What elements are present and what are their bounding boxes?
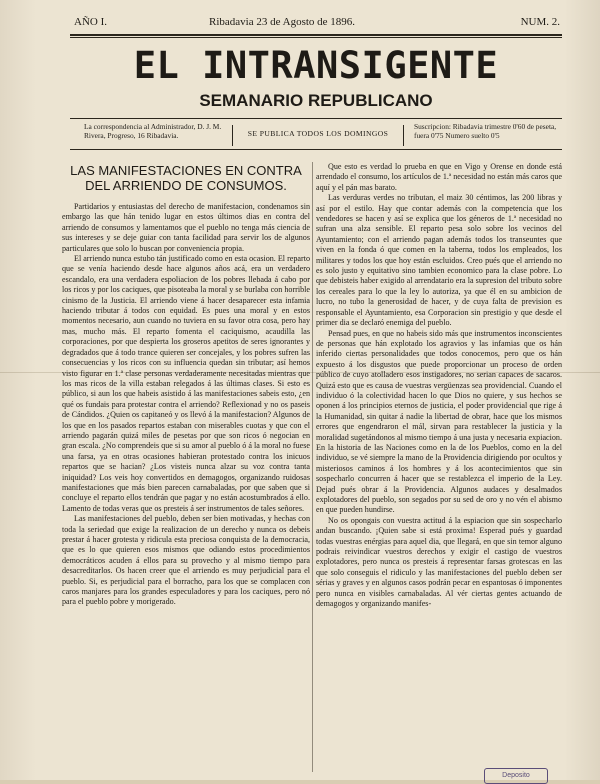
- newspaper-title: EL INTRANSIGENTE: [133, 44, 499, 87]
- subscription-rates: Suscripcion: Ribadavia trimestre 0'60 de peseta, fuera 0'75 Numero suelto 0'5: [414, 122, 557, 140]
- article-paragraph: No os opongais con vuestra actitud á la espiacion que sin sospecharlo andan buscando. ¡Quien sabe si está proxima! Esperad pués y guardad todas vuestras enérgias para aquel dia, que llegará, en que sin temor alguno podrais reivindicar vuestros derechos y exigir el castigo de vuestros explotadores, pero nunca os presteis á representar farsas grotescas en las que solo conseguis el ridiculo y las manifestaciones del pueblo deben ser sérias y graves y en algunos casos podrán pecar en espantosas ó imponentes pero nunca en visibles carnabaladas. Al vér ciertas gentes actuando de demagogos y organizando manifes-: [316, 515, 562, 609]
- article-paragraph: Pensad pues, en que no habeis sido más que instrumentos inconscientes de personas que hán explotado los agravios y las infamias que os hán inferido ciertas personalidades que todos conocemos, pero que os hán expuesto á los disgustos que puede proporcionar un proceso de orden público de cuyo atolladero esos instigadores, no serian capaces de sacaros. Quizá esto que es causa de vuestras vergüenzas sea providencial. Cuando el individuo ó la colectividad hacen lo que Dios no quiere, y sus hechos se oponen á los principios eternos de justicia, el poder providencial que rige á la Humanidad, sin quitar á nadie la libertad de obrar, hace que los mismos errores que engendraron el mál, sirvan para restablecer la justicia y la moralidad sugetándonos al mismo tiempo á una justa y necesaria expiacion. En la historia de las Naciones como en la de los Pueblos, como en la del individuo, se vé siempre la mano de la Providencia dirigiendo por ocultos y misteriosos caminos á los hombres y á los acontecimientos que sin sospecharlo concurren á hacer que se restablezca el imperio de la Ley. Dejad pués obrar á la Providencia. Algunos audaces y desalmados explotadores del pueblo, son segados por su sed de oro y no vén el abismo en que pueden hundirse.: [316, 328, 562, 515]
- column-divider: [312, 162, 313, 772]
- article-paragraph: Las verduras verdes no tributan, el maiz 30 céntimos, las 200 libras y así por el estilo. Hay que contar además con la competencia que los vendedores se hacen y así se explica que los géneros de 1.ª necesidad no sufran una alza sensible. El reparto pesa solo sobre los vecinos del Ayuntamiento; con el arriendo pagan además todos los transeuntes que viven en la fonda ó que comen en la taberna, todos los empleados, los militares y todos los que hoy están escluidos. Creo pués que el arriendo no es solo justo y equitativo sino tambien economico para la clase pobre. Lo que debisteis haber exigido al arrendatario era la supresion del tributo sobre los cereales para lo que la ley lo autoriza, ya que él en su ambicion de lucro, no tubo la generosidad de hacer, y de cuya falta de prevision es responsable el Ayuntamiento, esa Corporacion sin prestigio y que desde el primer dia se declaró enemiga del pueblo.: [316, 193, 562, 328]
- issue-year: AÑO I.: [74, 16, 107, 28]
- dateline: [74, 12, 560, 34]
- article-headline: LAS MANIFESTACIONES EN CONTRA DEL ARRIENDO DE CONSUMOS.: [70, 163, 302, 193]
- top-rule-thin: [70, 37, 562, 38]
- article-paragraph: Partidarios y entusiastas del derecho de manifestacion, condenamos sin embargo las que hán tenido lugar en estos últimos dias en contra del arriendo de consumos y lamentamos que el pueblo no tenga más ciencia de sus intereses y se deje guiar con tanta facilidad para servir los de algunos particulares que solo lo buscan por conveniencia propia.: [62, 202, 310, 253]
- article-paragraph: Las manifestaciones del pueblo, deben ser bien motivadas, y hechas con toda la seriedad que exige la realizacion de un derecho y nunca os debeis prestar á hacer grotesta y ridicula esta preciosa conquista de la democracia, que es lo que quieren esos mismos que odiando estos procedimientos democráticos acuden á ellos para su provecho y al mismo tiempo para desacreditarlos. Os hacen creer que el arriendo es muy perjudicial para el pueblo. Si, es perjudicial para el borracho, para los que se complacen con caros manjares para los grandes especuladores y para los caciques, pero nó para el pueblo pobre y morigerado.: [62, 514, 310, 607]
- article-column-2: [316, 162, 562, 772]
- info-bar: [70, 118, 562, 150]
- newspaper-subtitle: SEMANARIO REPUBLICANO: [199, 91, 433, 110]
- correspondence-note: La correspondencia al Administrador, D. J. M. Rivera, Progreso, 16 Ribadavia.: [84, 122, 222, 140]
- article-paragraph: Que esto es verdad lo prueba en que en Vigo y Orense en donde está arrendado el consumo, los artículos de 1.ª necesidad no están más caros que aquí y el pán mas barato.: [316, 162, 562, 192]
- publication-schedule: SE PUBLICA TODOS LOS DOMINGOS: [232, 125, 404, 146]
- article-column-1: [62, 162, 310, 772]
- article-paragraph: El arriendo nunca estubo tán justificado como en esta ocasion. El reparto que se venía haciendo desde hace algunos años acá, era un verdadero escandalo, era una verdadera espoliacion de los pobres llebada á cabo por los ricos y por los caciques, que pisoteaba la moral y se burlaba con horrible cinismo de la Justicia. El arriendo viene á hacer desaparecer esta infamia haciendo tributar á todos con equidad. Es pues una moral y en estos momentos necesario, aun cuando no tuviera en su favor otra cosa, pero hay mas, mucho más. El reparto fomenta el caciquismo, acaudilla las corporaciones, por que despierta los groseros apetitos de seres ignorantes y degradados que á todo trance quieren ser concejales, y los pobres sufren las consecuencias y los ricos con su influencia quedan sin tributar; así hemos visto figurar en 1.ª clase personas verdaderamente necesitadas mientras que los mas ricos de la villa estaban relegados á las últimas clases. Si esto es público, si aun los que habeis asistido á las manifestaciones sabeis esto, ¿en qué os fundais para protestar contra el arriendo? Reflexionad y no os paseis de Cándidos. ¿Quien os capitaneó y os llevó á la manifestacion? Algunos de los que en los pasados repartos estaban con miserables cuotas y que con el arriendo pagarán quizá miles de pesetas por que son ricos ó negocian en gran escala. ¿No comprendeis que si su amor al pueblo ó á la moral no fuese una farsa, ya en otras ocasiones habieran protestado contra los inicuos repartos que se hacian? ¿Los visteis nunca alzar su voz contra tanta iniquidad? Los veis hoy convertidos en demagogos, organizando ruidosas manifestaciones que más bien parecen carnabaladas, por que saben que si concluye el reparto ellos tendrán que pagar y no están acostumbrados á ello. Lamento de todas veras que os presteis á ser instrumentos de tales señores.: [62, 254, 310, 513]
- issue-number: NUM. 2.: [520, 16, 560, 28]
- archive-stamp: Deposito: [484, 768, 548, 784]
- place-date: Ribadavia 23 de Agosto de 1896.: [209, 16, 356, 28]
- top-rule: [70, 34, 562, 36]
